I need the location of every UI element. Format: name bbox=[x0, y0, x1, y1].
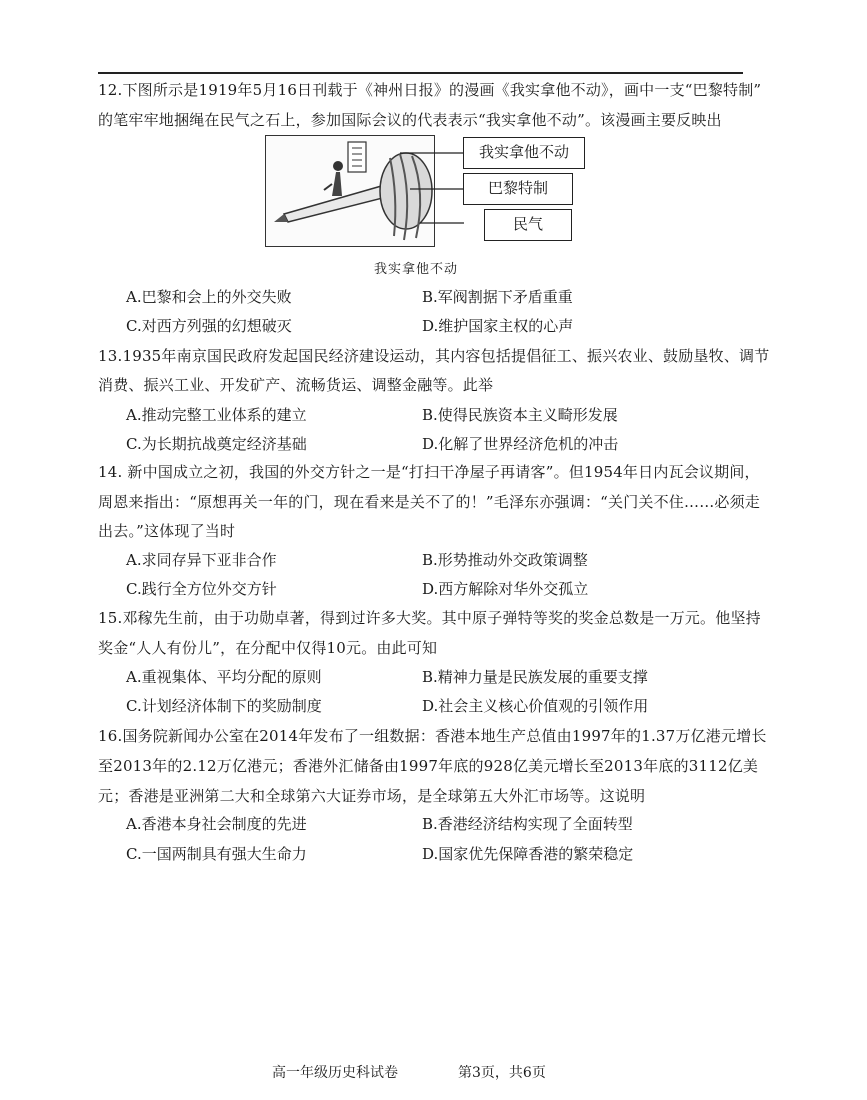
q14-option-a: A.求同存异下亚非合作 bbox=[126, 551, 277, 569]
figure-label-wo-shi-na-ta-bu-dong: 我实拿他不动 bbox=[463, 137, 585, 169]
q13-option-d: D.化解了世界经济危机的冲击 bbox=[422, 435, 619, 453]
q16-option-c: C.一国两制具有强大生命力 bbox=[126, 845, 307, 863]
q15-option-d: D.社会主义核心价值观的引领作用 bbox=[422, 697, 649, 715]
q14-stem-line2: 周恩来指出：“原想再关一年的门，现在看来是关不了的！”毛泽东亦强调：“关门关不住……必须走 bbox=[98, 493, 761, 511]
q15-option-b: B.精神力量是民族发展的重要支撑 bbox=[422, 668, 648, 686]
q16-stem-line3: 元；香港是亚洲第二大和全球第六大证券市场，是全球第五大外汇市场等。这说明 bbox=[98, 787, 646, 805]
q14-option-b: B.形势推动外交政策调整 bbox=[422, 551, 588, 569]
q12-option-b: B.军阀割据下矛盾重重 bbox=[422, 288, 573, 306]
label-pointers bbox=[400, 145, 470, 235]
q14-stem-line3: 出去。”这体现了当时 bbox=[98, 522, 236, 540]
q12-option-c: C.对西方列强的幻想破灭 bbox=[126, 317, 292, 335]
figure-label-bali-tezhi: 巴黎特制 bbox=[463, 173, 573, 205]
q12-stem-line1: 12.下图所示是1919年5月16日刊载于《神州日报》的漫画《我实拿他不动》，画中一支“巴黎特制” bbox=[98, 81, 762, 99]
figure-caption: 我实拿他不动 bbox=[374, 262, 459, 277]
q12-option-a: A.巴黎和会上的外交失败 bbox=[126, 288, 292, 306]
q13-stem-line2: 消费、振兴工业、开发矿产、流畅货运、调整金融等。此举 bbox=[98, 376, 494, 394]
q13-stem-line1: 13.1935年南京国民政府发起国民经济建设运动，其内容包括提倡征工、振兴农业、鼓励垦牧、调节 bbox=[98, 347, 770, 365]
footer-exam-title: 高一年级历史科试卷 bbox=[272, 1065, 398, 1081]
q15-stem-line2: 奖金“人人有份儿”，在分配中仅得10元。由此可知 bbox=[98, 639, 438, 657]
q16-option-a: A.香港本身社会制度的先进 bbox=[126, 815, 307, 833]
q15-option-c: C.计划经济体制下的奖励制度 bbox=[126, 697, 322, 715]
q14-stem-line1: 14. 新中国成立之初，我国的外交方针之一是“打扫干净屋子再请客”。但1954年日内瓦会议期间， bbox=[98, 463, 760, 481]
header-rule bbox=[98, 72, 743, 74]
q13-option-c: C.为长期抗战奠定经济基础 bbox=[126, 435, 307, 453]
q13-option-b: B.使得民族资本主义畸形发展 bbox=[422, 406, 618, 424]
footer-page-info: 第3页，共6页 bbox=[458, 1065, 546, 1081]
q15-option-a: A.重视集体、平均分配的原则 bbox=[126, 668, 322, 686]
q12-option-d: D.维护国家主权的心声 bbox=[422, 317, 574, 335]
q16-stem-line1: 16.国务院新闻办公室在2014年发布了一组数据：香港本地生产总值由1997年的1.37万亿港元增长 bbox=[98, 727, 767, 745]
q14-option-c: C.践行全方位外交方针 bbox=[126, 580, 277, 598]
q15-stem-line1: 15.邓稼先生前，由于功勋卓著，得到过许多大奖。其中原子弹特等奖的奖金总数是一万元。他坚持 bbox=[98, 609, 761, 627]
figure-label-minqi: 民气 bbox=[484, 209, 572, 241]
q12-stem-line2: 的笔牢牢地捆绳在民气之石上，参加国际会议的代表表示“我实拿他不动”。该漫画主要反映出 bbox=[98, 111, 722, 129]
q16-option-b: B.香港经济结构实现了全面转型 bbox=[422, 815, 633, 833]
q16-stem-line2: 至2013年的2.12万亿港元；香港外汇储备由1997年底的928亿美元增长至2013年底的3112亿美 bbox=[98, 757, 759, 775]
q14-option-d: D.西方解除对华外交孤立 bbox=[422, 580, 589, 598]
q16-option-d: D.国家优先保障香港的繁荣稳定 bbox=[422, 845, 634, 863]
q13-option-a: A.推动完整工业体系的建立 bbox=[126, 406, 307, 424]
